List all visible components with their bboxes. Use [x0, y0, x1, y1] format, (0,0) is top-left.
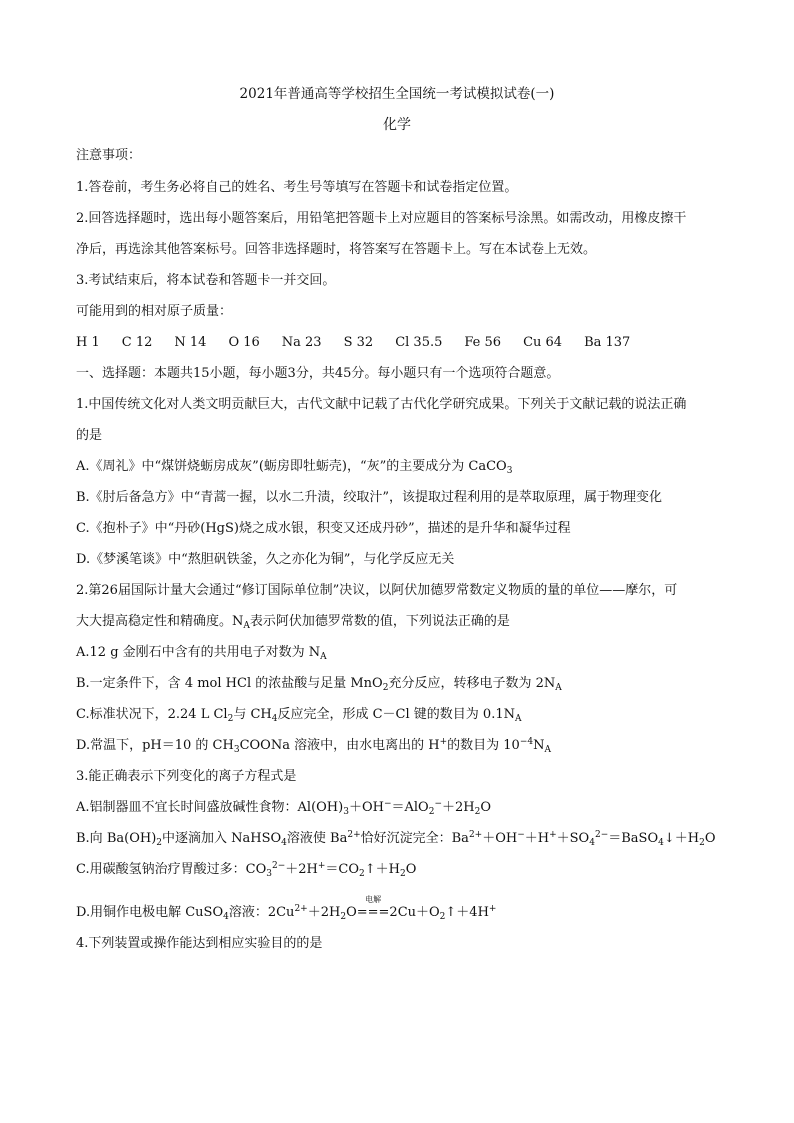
- q1-option-b: B.《肘后备急方》中“青蒿一握，以水二升渍，绞取汁”，该提取过程利用的是萃取原理，属于物理变化: [76, 490, 662, 505]
- electrolysis-arrow: 电解 ===: [357, 905, 390, 921]
- q2-option-c: C.标准状况下，2.24 L $Cl_2$与 $CH_4$反应完全，形成 C－Cl 键的数目为 $0.1N_A$: [76, 707, 522, 724]
- note-2a: 2.回答选择题时，选出每小题答案后，用铅笔把答题卡上对应题目的答案标号涂黑。如需改动，用橡皮擦干: [76, 211, 687, 226]
- note-3: 3.考试结束后，将本试卷和答题卡一并交回。: [76, 273, 336, 288]
- q4-stem: 4.下列装置或操作能达到相应实验目的的是: [76, 936, 323, 951]
- q1-option-c: C.《抱朴子》中“丹砂(HgS)烧之成水银，积变又还成丹砂”，描述的是升华和凝华过程: [76, 521, 571, 536]
- q3-option-d: D.用铜作电极电解 CuSO$_4$溶液：$2Cu^{2+}+2H_2O$ 电解 $===2Cu+O_2↑+4H^+$: [76, 905, 496, 922]
- electrolysis-label: 电解: [365, 895, 382, 904]
- atomic-mass-item: Ba 137: [584, 335, 631, 350]
- atomic-mass-list: [76, 335, 652, 351]
- subject-title: 化学: [383, 117, 411, 133]
- q3-stem: 3.能正确表示下列变化的离子方程式是: [76, 769, 297, 784]
- q1-stem-a: 1.中国传统文化对人类文明贡献巨大，古代文献中记载了古代化学研究成果。下列关于文献记载的说法正确: [76, 397, 687, 412]
- section-heading: 一、选择题：本题共15小题，每小题3分，共45分。每小题只有一个选项符合题意。: [76, 366, 560, 381]
- q2-option-b: B.一定条件下，含 4 mol HCl 的浓盐酸与足量 MnO$_2$充分反应，转移电子数为 $2N_A$: [76, 676, 562, 693]
- atomic-mass-item: Cu 64: [523, 335, 563, 350]
- notes-heading: 注意事项：: [76, 148, 142, 163]
- atomic-mass-item: C 12: [121, 335, 153, 350]
- q1-option-d: D.《梦溪笔谈》中“熬胆矾铁釜，久之亦化为铜”，与化学反应无关: [76, 552, 455, 567]
- note-2b: 净后，再选涂其他答案标号。回答非选择题时，将答案写在答题卡上。写在本试卷上无效。: [76, 242, 597, 257]
- q3-option-c: C.用碳酸氢钠治疗胃酸过多：$CO_3^{2-}+2H^+=CO_2↑+H_2O$: [76, 861, 417, 879]
- q1-stem-b: 的是: [76, 428, 103, 443]
- q2-stem-a: 2.第26届国际计量大会通过“修订国际单位制”决议，以阿伏加德罗常数定义物质的量的单位——摩尔，可: [76, 583, 678, 598]
- atomic-mass-item: O 16: [228, 335, 260, 350]
- atomic-mass-item: Na 23: [281, 335, 322, 350]
- q3-option-a: A.铝制器皿不宜长时间盛放碱性食物：$Al(OH)_3+OH^-=AlO_2^-+2H_2O$: [76, 799, 492, 817]
- atomic-mass-item: H 1: [76, 335, 100, 350]
- q3-option-b: B.向 $Ba(OH)_2$中逐滴加入 NaHSO$_4$溶液使 $Ba^{2+}$恰好沉淀完全：$Ba^{2+}+OH^-+H^++SO_4^{2-}=BaSO_4↓+H_2O$: [76, 830, 716, 848]
- atomic-mass-item: N 14: [174, 335, 207, 350]
- atomic-mass-item: S 32: [343, 335, 374, 350]
- atomic-mass-item: Cl 35.5: [395, 335, 443, 350]
- exam-title: 2021年普通高等学校招生全国统一考试模拟试卷(一): [239, 86, 555, 102]
- q2-option-d: D.常温下，pH＝10 的 $CH_3COONa$ 溶液中，由水电离出的 H+的数目为 $10^{-4}N_A$: [76, 737, 551, 755]
- q1-option-a: A.《周礼》中“煤饼烧蛎房成灰”(蛎房即牡蛎壳)，“灰”的主要成分为 CaCO$_3$: [76, 459, 513, 476]
- q2-stem-b: 大大提高稳定性和精确度。$N_A$表示阿伏加德罗常数的值，下列说法正确的是: [76, 614, 510, 631]
- atomic-mass-item: Fe 56: [464, 335, 502, 350]
- note-1: 1.答卷前，考生务必将自己的姓名、考生号等填写在答题卡和试卷指定位置。: [76, 180, 518, 195]
- atomic-mass-heading: 可能用到的相对原子质量：: [76, 304, 233, 319]
- q2-option-a: A.12 g 金刚石中含有的共用电子对数为 $N_A$: [76, 645, 327, 662]
